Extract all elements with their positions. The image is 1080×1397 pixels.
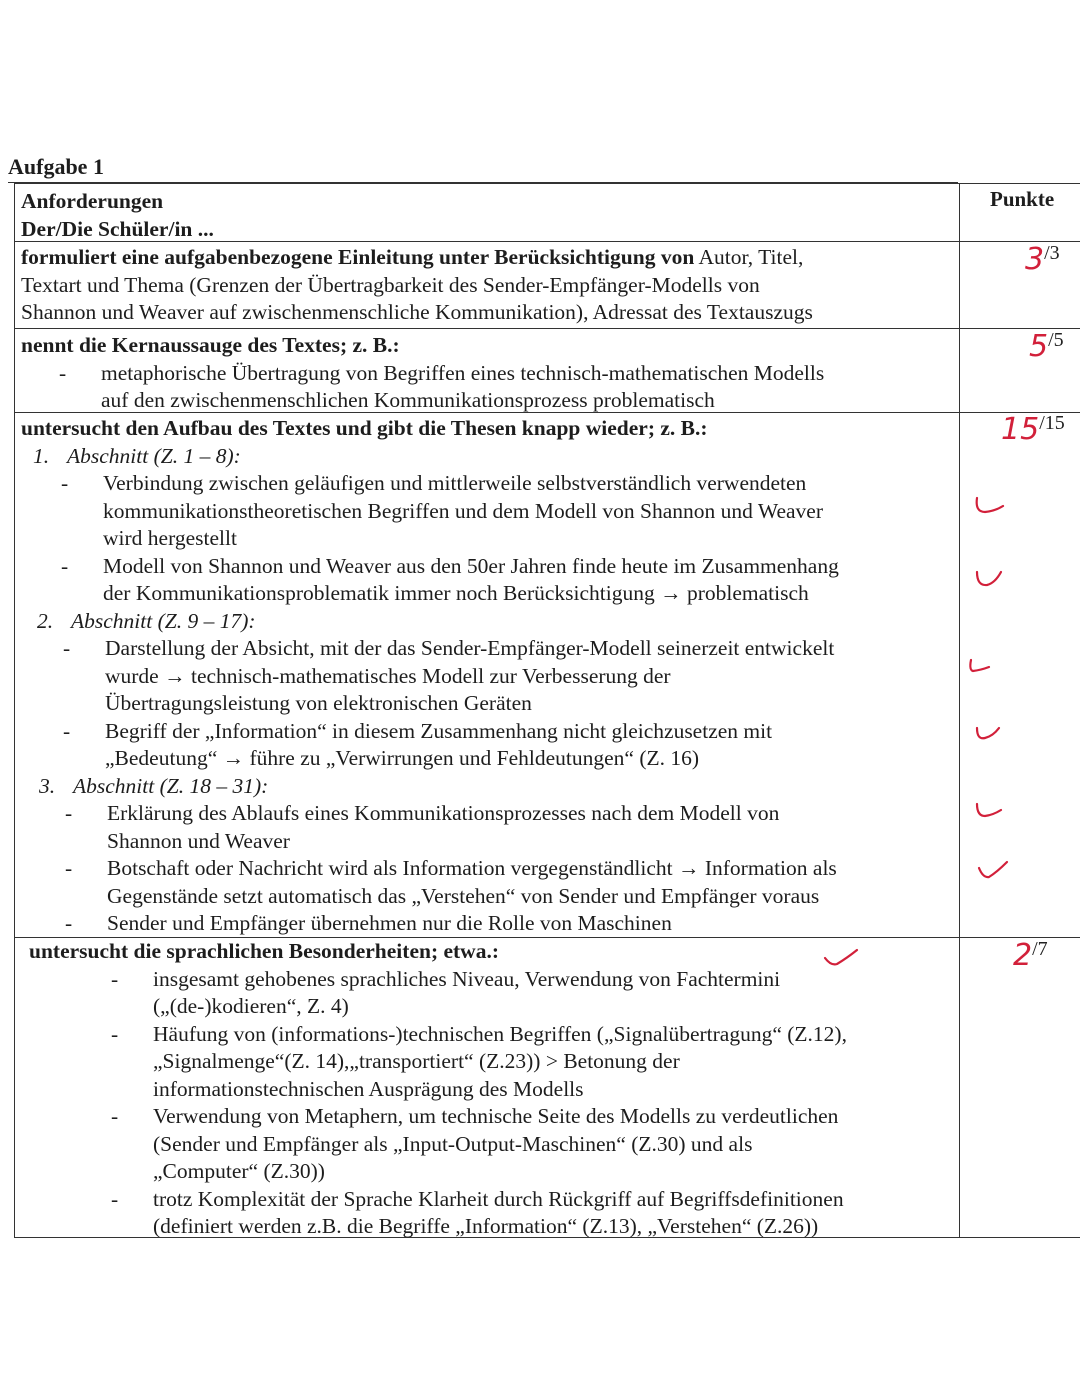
structure-cell — [21, 415, 956, 938]
points-column-divider — [959, 184, 960, 1237]
section-3-label: 3. Abschnitt (Z. 18 – 31): — [39, 773, 269, 798]
language-cell — [21, 938, 956, 1241]
score-max: /3 — [1044, 242, 1060, 264]
section-2-label: 2. Abschnitt (Z. 9 – 17): — [37, 608, 256, 633]
requirements-label: Anforderungen — [21, 189, 164, 213]
checkmark-icon — [963, 658, 997, 680]
introduction-line-2: Textart und Thema (Grenzen der Übertragbarkeit des Sender-Empfänger-Modells von — [21, 272, 760, 297]
row-introduction — [15, 241, 1080, 242]
student-label: Der/Die Schüler/in ... — [21, 216, 214, 241]
core-statement-cell — [21, 332, 956, 415]
grading-table — [14, 183, 1080, 1238]
score-introduction — [1025, 242, 1060, 277]
score-language: 2/7 — [1013, 938, 1048, 973]
language-heading: untersucht die sprachlichen Besonderheiten; etwa.: — [29, 939, 499, 963]
score-structure: 15/15 — [1001, 412, 1065, 447]
row-structure — [15, 412, 1080, 413]
checkmark-icon — [821, 948, 861, 970]
core-statement-bullet: - metaphorische Übertragung von Begriffen eines technisch-mathematischen Modells auf den zwischenmenschlichen Kommunikationsprozess problematisch — [59, 360, 825, 412]
section-1-label: 1. Abschnitt (Z. 1 – 8): — [33, 443, 241, 468]
checkmark-icon — [971, 724, 1005, 746]
checkmark-icon — [973, 496, 1007, 518]
score-given: 3 — [1025, 242, 1045, 277]
introduction-line-1: formuliert eine aufgabenbezogene Einleitung unter Berücksichtigung von Autor, Titel, — [21, 245, 804, 269]
header-cell — [21, 188, 956, 243]
checkmark-icon — [971, 802, 1005, 824]
introduction-cell — [21, 244, 956, 327]
page-title: Aufgabe 1 — [8, 154, 104, 179]
points-header: Punkte — [990, 187, 1055, 211]
section-2-bullets: - Darstellung der Absicht, mit der das Sender-Empfänger-Modell seinerzeit entwickelt wurde → technisch-mathematisches Modell zur Verbesserung der Übertragungsleistung von elektronischen Geräten - Begriff der „Information“ in diesem Zusammenhang nicht gleichzusetzen mit „Bedeutung“ → führe zu „Verwirrungen und Fehldeutungen“ (Z. 16) — [63, 636, 835, 770]
section-3-bullets: - Erklärung des Ablaufs eines Kommunikationsprozesses nach dem Modell von Shannon und Weaver - Botschaft oder Nachricht wird als Information vergegenständlicht → Information als Gegenstände setzt automatisch das „Verstehen“ von Sender und Empfänger voraus - Sender und Empfänger übernehmen nur die Rolle von Maschinen — [65, 801, 837, 935]
section-1-bullets: - Verbindung zwischen geläufigen und mittlerweile selbstverständlich verwendeten kommunikationstheoretischen Begriffen und dem Modell von Shannon und Weaver wird hergestellt - Modell von Shannon und Weaver aus den 50er Jahren finde heute im Zusammenhang der Kommunikationsproblematik immer noch Berücksichtigung → problematisch — [61, 471, 839, 605]
language-bullets: - insgesamt gehobenes sprachliches Niveau, Verwendung von Fachtermini („(de-)kodieren“, Z. 4) - Häufung von (informations-)technischen Begriffen („Signalübertragung“ (Z.12), „Signalmenge“(Z. 14),„transportiert“ (Z.23)) > Betonung der informationstechnischen Ausprägung des Modells - Verwendung von Metaphern, um technische Seite des Modells zu verdeutlichen (Sender und Empfänger als „Input-Output-Maschinen“ (Z.30) und als „Computer“ (Z.30)) - trotz Komplexität der Sprache Klarheit durch Rückgriff auf Begriffsdefinitionen (definiert werden z.B. die Begriffe „Information“ (Z.13), „Verstehen“ (Z.26)) — [111, 966, 847, 1238]
checkmark-icon — [975, 860, 1009, 882]
structure-heading: untersucht den Aufbau des Textes und gibt die Thesen knapp wieder; z. B.: — [21, 416, 708, 440]
score-core-statement: 5/5 — [1029, 329, 1064, 364]
checkmark-icon — [973, 568, 1007, 590]
core-statement-heading: nennt die Kernaussauge des Textes; z. B.: — [21, 333, 400, 357]
row-core-statement — [15, 328, 1080, 329]
introduction-line-3: Shannon und Weaver auf zwischenmenschliche Kommunikation), Adressat des Textauszugs — [21, 300, 813, 324]
